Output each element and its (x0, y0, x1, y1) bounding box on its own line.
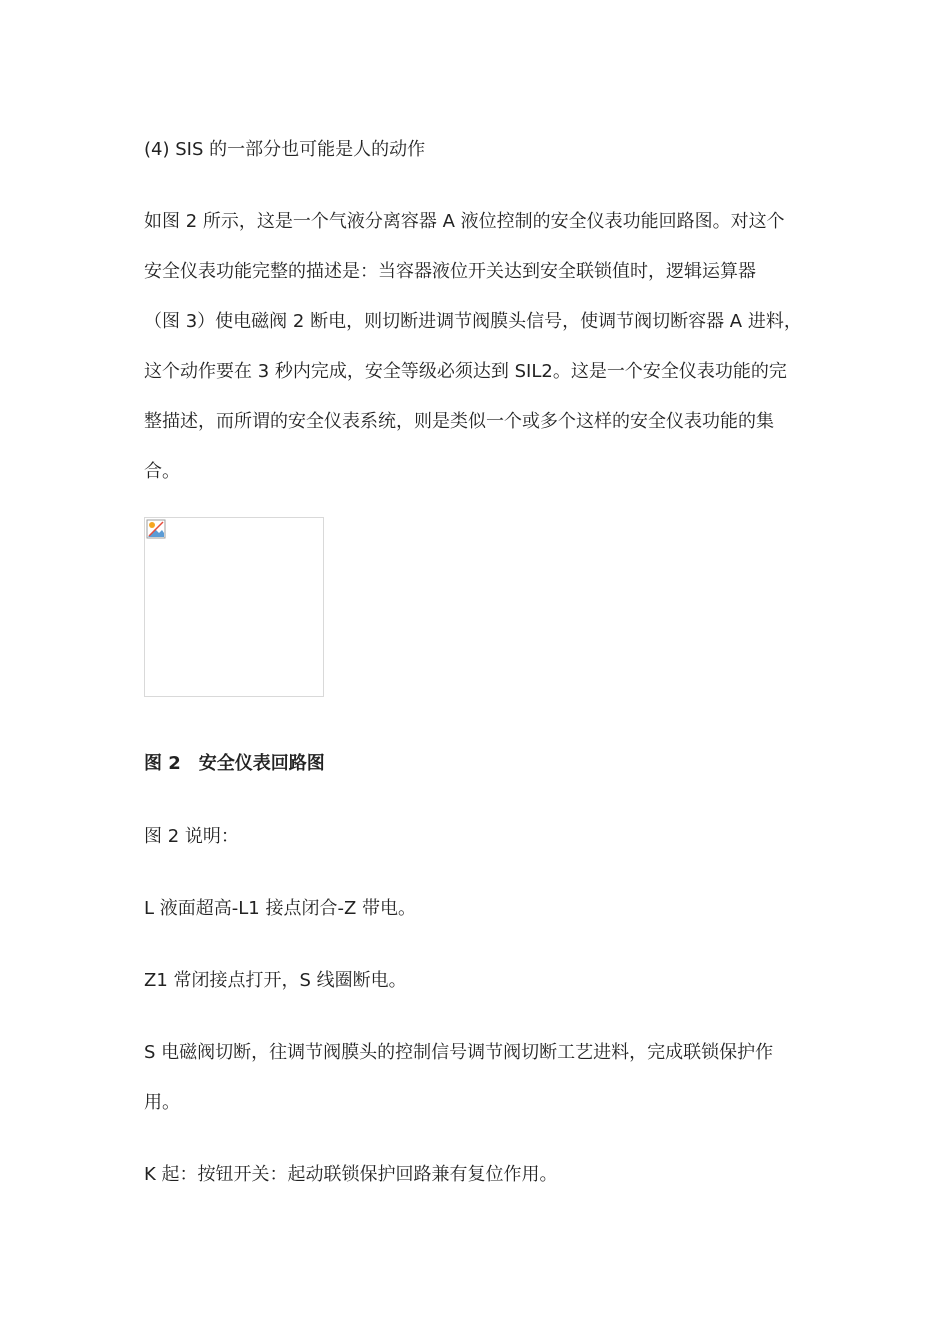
note-line-2: Z1 常闭接点打开，S 线圈断电。 (144, 970, 407, 991)
note-line-3b: 用。 (144, 1092, 180, 1113)
section-heading-4: (4) SIS 的一部分也可能是人的动作 (144, 139, 426, 160)
paragraph-line-5: 整描述，而所谓的安全仪表系统，则是类似一个或多个这样的安全仪表功能的集 (144, 411, 774, 432)
note-line-3a: S 电磁阀切断，往调节阀膜头的控制信号调节阀切断工艺进料，完成联锁保护作 (144, 1042, 774, 1063)
figure-2-image (144, 517, 324, 697)
paragraph-line-3: （图 3）使电磁阀 2 断电，则切断进调节阀膜头信号，使调节阀切断容器 A 进料， (144, 311, 802, 332)
paragraph-line-6: 合。 (144, 461, 180, 482)
figure-note-title: 图 2 说明： (144, 826, 239, 847)
note-line-1: L 液面超高-L1 接点闭合-Z 带电。 (144, 898, 416, 919)
paragraph-line-4: 这个动作要在 3 秒内完成，安全等级必须达到 SIL2。这是一个安全仪表功能的完 (144, 361, 787, 382)
paragraph-line-1: 如图 2 所示，这是一个气液分离容器 A 液位控制的安全仪表功能回路图。对这个 (144, 211, 785, 232)
paragraph-line-2: 安全仪表功能完整的描述是：当容器液位开关达到安全联锁值时，逻辑运算器 (144, 261, 756, 282)
note-line-4: K 起：按钮开关：起动联锁保护回路兼有复位作用。 (144, 1164, 558, 1185)
broken-image-icon (146, 519, 166, 539)
figure-caption: 图 2 安全仪表回路图 (144, 753, 325, 774)
